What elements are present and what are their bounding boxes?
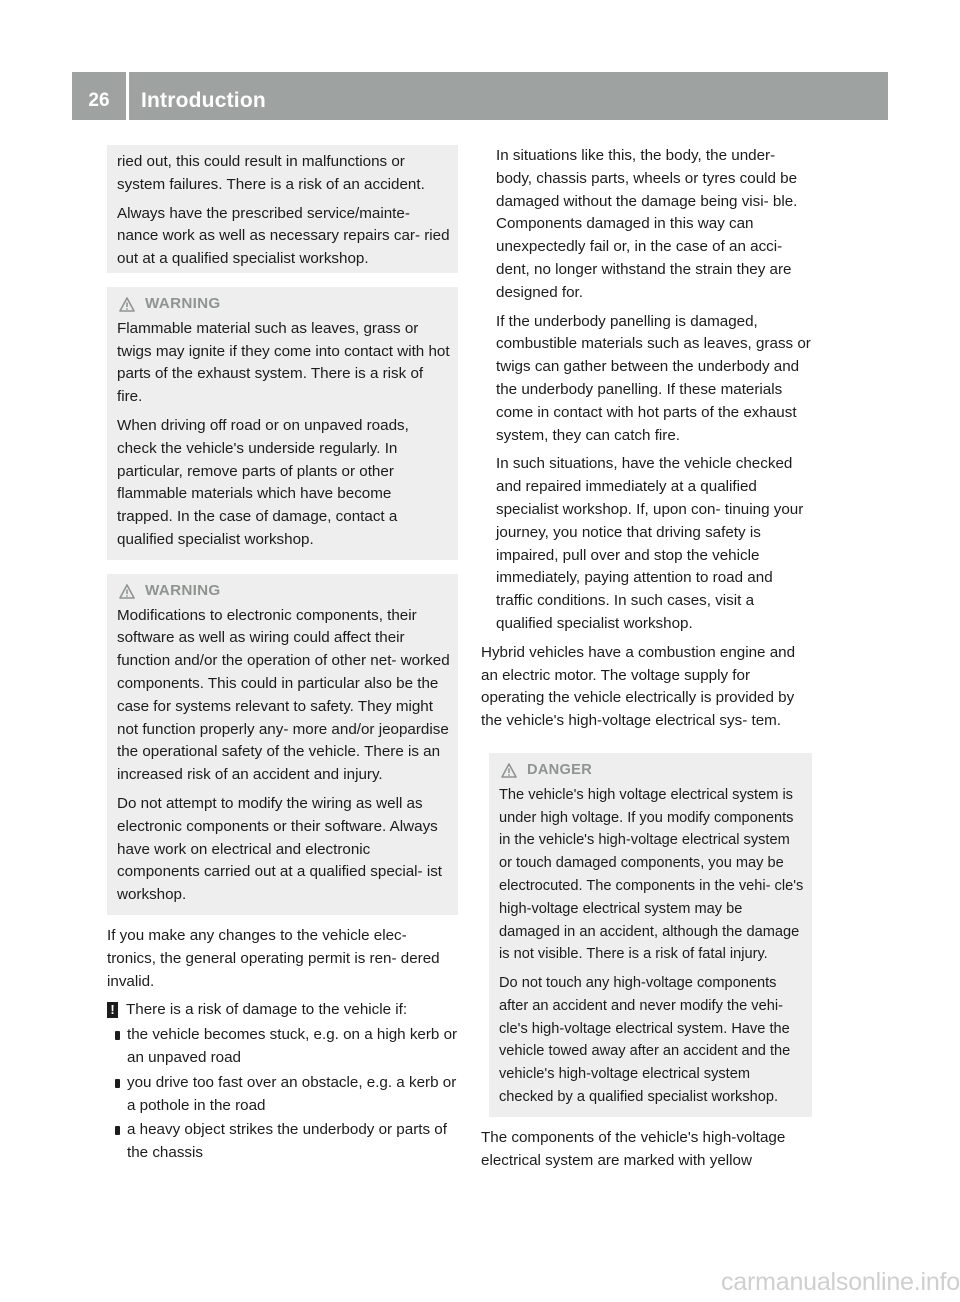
damage-list	[107, 1024, 458, 1165]
note-paragraph: In such situations, have the vehicle checked and repaired immediately at a qualified specialist workshop. If, upon con- tinuing your journey, you notice that driving safety is impaired, pull over and stop the vehicle immediately, paying attention to road and traffic conditions. In such cases, visit a qualified specialist workshop.	[496, 455, 804, 632]
warning-triangle-icon	[501, 763, 517, 778]
warning-paragraph: When driving off road or on unpaved roads, check the vehicle's underside regularly. In particular, remove parts of plants or other flammable materials which have become trapped. In the case of damage, contact a qualified specialist workshop.	[117, 416, 409, 548]
closing-paragraph: The components of the vehicle's high-voltage electrical system are marked with yellow	[481, 1128, 786, 1169]
danger-heading	[499, 759, 806, 782]
page-number: 26	[88, 90, 110, 111]
danger-paragraph: The vehicle's high voltage electrical system is under high voltage. If you modify components in the vehicle's high-voltage electrical system or touch damaged components, you may be electrocuted. The components in the vehi- cle's high-voltage electrical system may be damaged in an accident, although the damage is not visible. There is a risk of fatal injury.	[499, 786, 804, 963]
warning-paragraph: Modifications to electronic components, their software as well as wiring could affect their function and/or the operation of other net- worked components. This could in particular also be the case for systems relevant to safety. They might not function properly any- more and/or jeopardise the operational safety of the vehicle. There is an increased risk of an accident and injury.	[117, 606, 450, 784]
warning-heading	[117, 293, 450, 316]
damage-note	[107, 999, 458, 1022]
warning-paragraph: Flammable material such as leaves, grass or twigs may ignite if they come into contact with hot parts of the exhaust system. There is a risk of fire.	[117, 319, 450, 406]
left-column	[107, 145, 458, 1165]
body-paragraph: If you make any changes to the vehicle elec- tronics, the general operating permit is ren- dered invalid.	[107, 926, 440, 990]
warning-triangle-icon	[119, 297, 135, 312]
danger-box	[489, 753, 812, 1117]
exclamation-icon: !	[107, 1002, 118, 1018]
section-title: Introduction	[141, 89, 266, 112]
continued-warning-box	[107, 145, 458, 273]
warning-paragraph: Do not attempt to modify the wiring as well as electronic components or their software. Always have work on electrical and electronic components carried out at a qualified special- ist workshop.	[117, 794, 443, 904]
warning-box-flammable	[107, 287, 458, 560]
warning-label: WARNING	[145, 295, 221, 312]
warning-label: WARNING	[145, 581, 221, 599]
header-divider	[126, 72, 129, 120]
hybrid-paragraph: Hybrid vehicles have a combustion engine and an electric motor. The voltage supply for operating the vehicle electrically is provided by the vehicle's high-voltage electrical sys- tem.	[481, 643, 796, 730]
warning-box-electronics	[107, 574, 458, 915]
list-item: the vehicle becomes stuck, e.g. on a high kerb or an unpaved road	[107, 1024, 458, 1070]
box-paragraph: Always have the prescribed service/mainte- nance work as well as necessary repairs car- ried out at a qualified specialist workshop.	[117, 204, 450, 268]
right-column	[481, 145, 812, 1172]
note-text: There is a risk of damage to the vehicle if:	[126, 1001, 408, 1019]
danger-label: DANGER	[527, 761, 593, 778]
note-continuation	[481, 145, 812, 636]
list-item: you drive too fast over an obstacle, e.g. a kerb or a pothole in the road	[107, 1072, 458, 1118]
note-paragraph: In situations like this, the body, the under- body, chassis parts, wheels or tyres could be damaged without the damage being visi- ble. Components damaged in this way can unexpectedly fail or, in the case of an acci- dent, no longer withstand the strain they are designed for.	[496, 147, 798, 301]
warning-heading	[117, 580, 450, 603]
watermark: carmanualsonline.info	[720, 1268, 960, 1296]
warning-triangle-icon	[119, 584, 135, 599]
box-paragraph: ried out, this could result in malfunctions or system failures. There is a risk of an accident.	[117, 153, 425, 193]
list-item: a heavy object strikes the underbody or parts of the chassis	[107, 1119, 458, 1165]
danger-paragraph: Do not touch any high-voltage components after an accident and never modify the vehi- cle's high-voltage electrical system. Have the vehicle towed away after an accident and the vehicle's high-voltage electrical system checked by a qualified specialist workshop.	[499, 975, 791, 1106]
note-paragraph: If the underbody panelling is damaged, combustible materials such as leaves, grass or twigs can gather between the underbody and the underbody panelling. If these materials come in contact with hot parts of the exhaust system, they can catch fire.	[496, 312, 811, 444]
